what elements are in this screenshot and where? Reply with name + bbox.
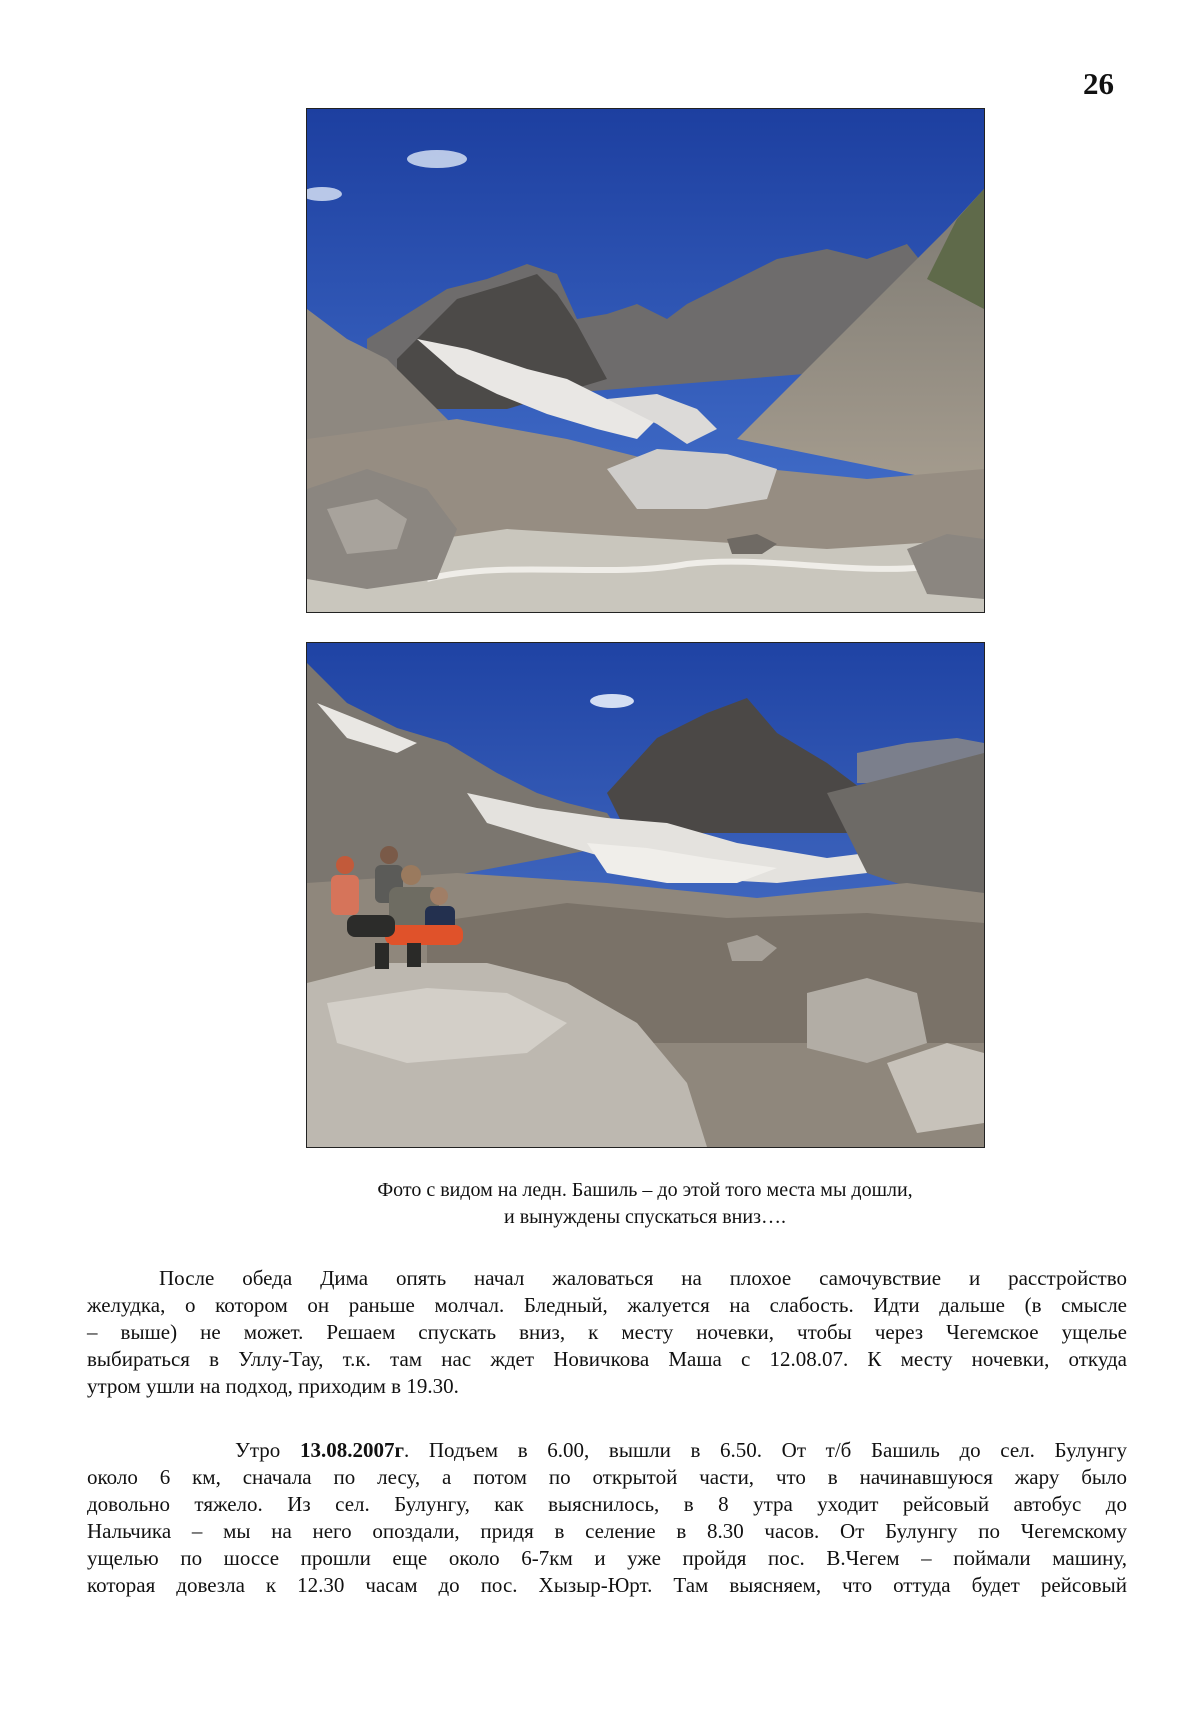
date-rest: . Подъем в 6.00, вышли в 6.50. От т/б Башиль до сел. Булунгу <box>404 1438 1127 1462</box>
paragraph-2-line: около 6 км, сначала по лесу, а потом по открытой части, что в начинавшуюся жару было <box>87 1465 1127 1489</box>
paragraph-2-line: довольно тяжело. Из сел. Булунгу, как выяснилось, в 8 утра уходит рейсовый автобус до <box>87 1492 1127 1516</box>
date-bold: 13.08.2007г <box>299 1438 404 1462</box>
paragraph-2-line: которая довезла к 12.30 часам до пос. Хызыр-Юрт. Там выясняем, что оттуда будет рейсовый <box>87 1573 1127 1597</box>
paragraph-1-line: утром ушли на подход, приходим в 19.30. <box>87 1374 459 1398</box>
paragraph-2-first-line <box>87 1437 1127 1464</box>
paragraph-2-line: ущелью по шоссе прошли еще около 6-7км и уже пройдя пос. В.Чегем – поймали машину, <box>87 1546 1127 1570</box>
date-prefix: Утро <box>235 1438 300 1462</box>
paragraph-1-line: выбираться в Уллу-Тау, т.к. там нас ждет Новичкова Маша с 12.08.07. К месту ночевки, откуда <box>87 1347 1127 1371</box>
glacier-photo-top <box>306 108 985 613</box>
glacier-photo-bottom <box>306 642 985 1148</box>
photo-caption <box>0 1177 1200 1231</box>
caption-line-1: Фото с видом на ледн. Башиль – до этой того места мы дошли, <box>377 1179 913 1201</box>
paragraph-1-line: желудка, о котором он раньше молчал. Бледный, жалуется на слабость. Идти дальше (в смысле <box>87 1293 1127 1317</box>
paragraph-1-line: – выше) не может. Решаем спускать вниз, к месту ночевки, чтобы через Чегемское ущелье <box>87 1320 1127 1344</box>
page-number: 26 <box>1083 66 1114 101</box>
glacier-river-image <box>307 109 984 612</box>
paragraph-1 <box>87 1265 1127 1400</box>
group-on-moraine-image <box>307 643 984 1147</box>
paragraph-2-line: Нальчика – мы на него опоздали, придя в селение в 8.30 часов. От Булунгу по Чегемскому <box>87 1519 1127 1543</box>
paragraph-2 <box>87 1437 1127 1599</box>
caption-line-2: и вынуждены спускаться вниз…. <box>504 1206 786 1228</box>
paragraph-1-line: После обеда Дима опять начал жаловаться на плохое самочувствие и расстройство <box>159 1266 1127 1290</box>
